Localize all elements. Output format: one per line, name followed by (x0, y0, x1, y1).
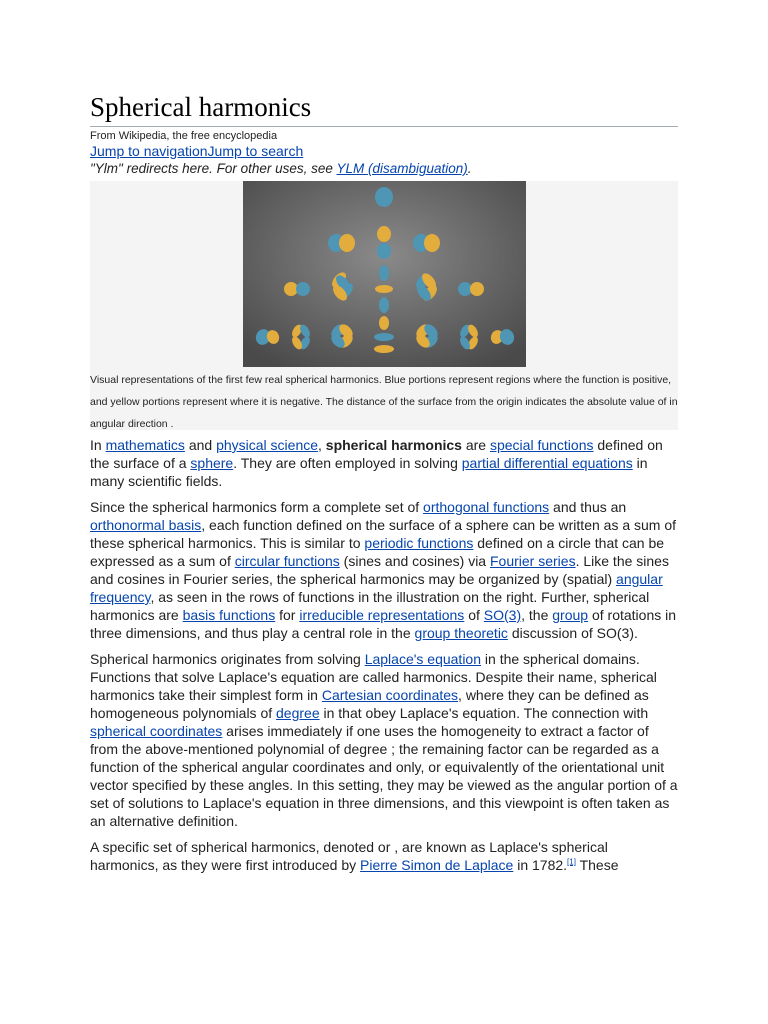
group-theoretic-link[interactable]: group theoretic (414, 625, 508, 641)
laplace-link[interactable]: Pierre Simon de Laplace (360, 857, 514, 873)
hatnote-text: "Ylm" redirects here. For other uses, see (90, 161, 337, 176)
degree-link[interactable]: degree (276, 705, 320, 721)
irreducible-representations-link[interactable]: irreducible representations (299, 607, 465, 623)
paragraph-history: A specific set of spherical harmonics, denoted or , are known as Laplace's spherical harmonics, as they were first introduced by Pierre Simon de Laplace in 1782.[1] These (90, 839, 619, 873)
figure-caption: Visual representations of the first few real spherical harmonics. Blue portions represent regions where the function is positive, and yellow portions represent where it is negative. The distance of the surface from the origin indicates the absolute value of in angular direction . (90, 374, 678, 430)
sphere-link[interactable]: sphere (190, 455, 234, 471)
orthogonal-functions-link[interactable]: orthogonal functions (423, 499, 550, 515)
harmonic-lobe (379, 297, 389, 313)
harmonic-lobe (296, 282, 310, 296)
harmonic-lobe (379, 316, 389, 330)
harmonic-lobe (375, 187, 393, 207)
term-spherical-harmonics: spherical harmonics (325, 437, 462, 453)
pde-link[interactable]: partial differential equations (461, 455, 633, 471)
paragraph-basis: Since the spherical harmonics form a complete set of orthogonal functions and thus an orthonormal basis, each function defined on the surface of a sphere can be written as a sum of these spherical harmonics. This is similar to periodic functions defined on a circle that can be expressed as a sum of circular functions (sines and cosines) via Fourier series. Like the sines and cosines in Fourier series, the spherical harmonics may be organized by (spatial) angular frequency, as seen in the rows of functions in the illustration on the right. Further, spherical harmonics are basis functions for irreducible representations of SO(3), the group of rotations in three dimensions, and thus play a central role in the group theoretic discussion of SO(3). (90, 499, 677, 641)
special-functions-link[interactable]: special functions (489, 437, 594, 453)
jump-to-navigation-link[interactable]: Jump to navigation (90, 143, 208, 159)
page-title: Spherical harmonics (90, 92, 312, 122)
basis-functions-link[interactable]: basis functions (182, 607, 276, 623)
physical-science-link[interactable]: physical science (216, 437, 319, 453)
harmonic-lobe (377, 226, 391, 242)
periodic-functions-link[interactable]: periodic functions (364, 535, 474, 551)
harmonic-lobe (375, 285, 393, 293)
fourier-series-link[interactable]: Fourier series (489, 553, 576, 569)
spherical-coordinates-link[interactable]: spherical coordinates (90, 723, 223, 739)
ylm-disambiguation-link[interactable]: YLM (disambiguation) (336, 161, 468, 176)
hatnote (90, 160, 678, 177)
mathematics-link[interactable]: mathematics (105, 437, 185, 453)
reference-1-link[interactable]: [1] (567, 857, 576, 867)
so3-link[interactable]: SO(3) (483, 607, 522, 623)
article (90, 88, 678, 882)
harmonic-lobe (424, 234, 440, 252)
harmonic-lobe (284, 282, 298, 296)
cartesian-coordinates-link[interactable]: Cartesian coordinates (321, 687, 459, 703)
harmonic-lobe (377, 243, 391, 259)
title-divider (90, 126, 678, 127)
laplaces-equation-link[interactable]: Laplace's equation (364, 651, 482, 667)
harmonic-lobe (379, 265, 389, 281)
site-tagline: From Wikipedia, the free encyclopedia (90, 130, 278, 142)
figure-box (90, 181, 678, 430)
harmonic-lobe (339, 234, 355, 252)
hatnote-end: . (467, 161, 472, 176)
harmonic-lobe (374, 333, 394, 341)
harmonic-lobe (458, 282, 472, 296)
paragraph-laplace: Spherical harmonics originates from solving Laplace's equation in the spherical domains. Functions that solve Laplace's equation are called harmonics. Despite their name, spherical harmonics take their simplest form in Cartesian coordinates, where they can be defined as homogeneous polynomials of degree in that obey Laplace's equation. The connection with spherical coordinates arises immediately if one uses the homogeneity to extract a factor of from the above-mentioned polynomial of degree ; the remaining factor can be regarded as a function of the spherical angular coordinates and only, or equivalently of the orientational unit vector specified by these angles. In this setting, they may be viewed as the angular portion of a set of solutions to Laplace's equation in three dimensions, and this viewpoint is often taken as an alternative definition. (90, 651, 678, 829)
paragraph-intro: In mathematics and physical science, spherical harmonics are special functions defined on the surface of a sphere. They are often employed in solving partial differential equations in many scientific fields. (90, 437, 663, 489)
circular-functions-link[interactable]: circular functions (234, 553, 340, 569)
jump-to-search-link[interactable]: Jump to search (207, 143, 304, 159)
harmonic-lobe (374, 345, 394, 353)
angular-frequency-link[interactable]: angular frequency (90, 571, 663, 605)
jump-links (90, 143, 678, 160)
group-link[interactable]: group (552, 607, 589, 623)
spherical-harmonics-image[interactable] (243, 181, 526, 367)
orthonormal-basis-link[interactable]: orthonormal basis (90, 517, 202, 533)
harmonic-lobe (470, 282, 484, 296)
